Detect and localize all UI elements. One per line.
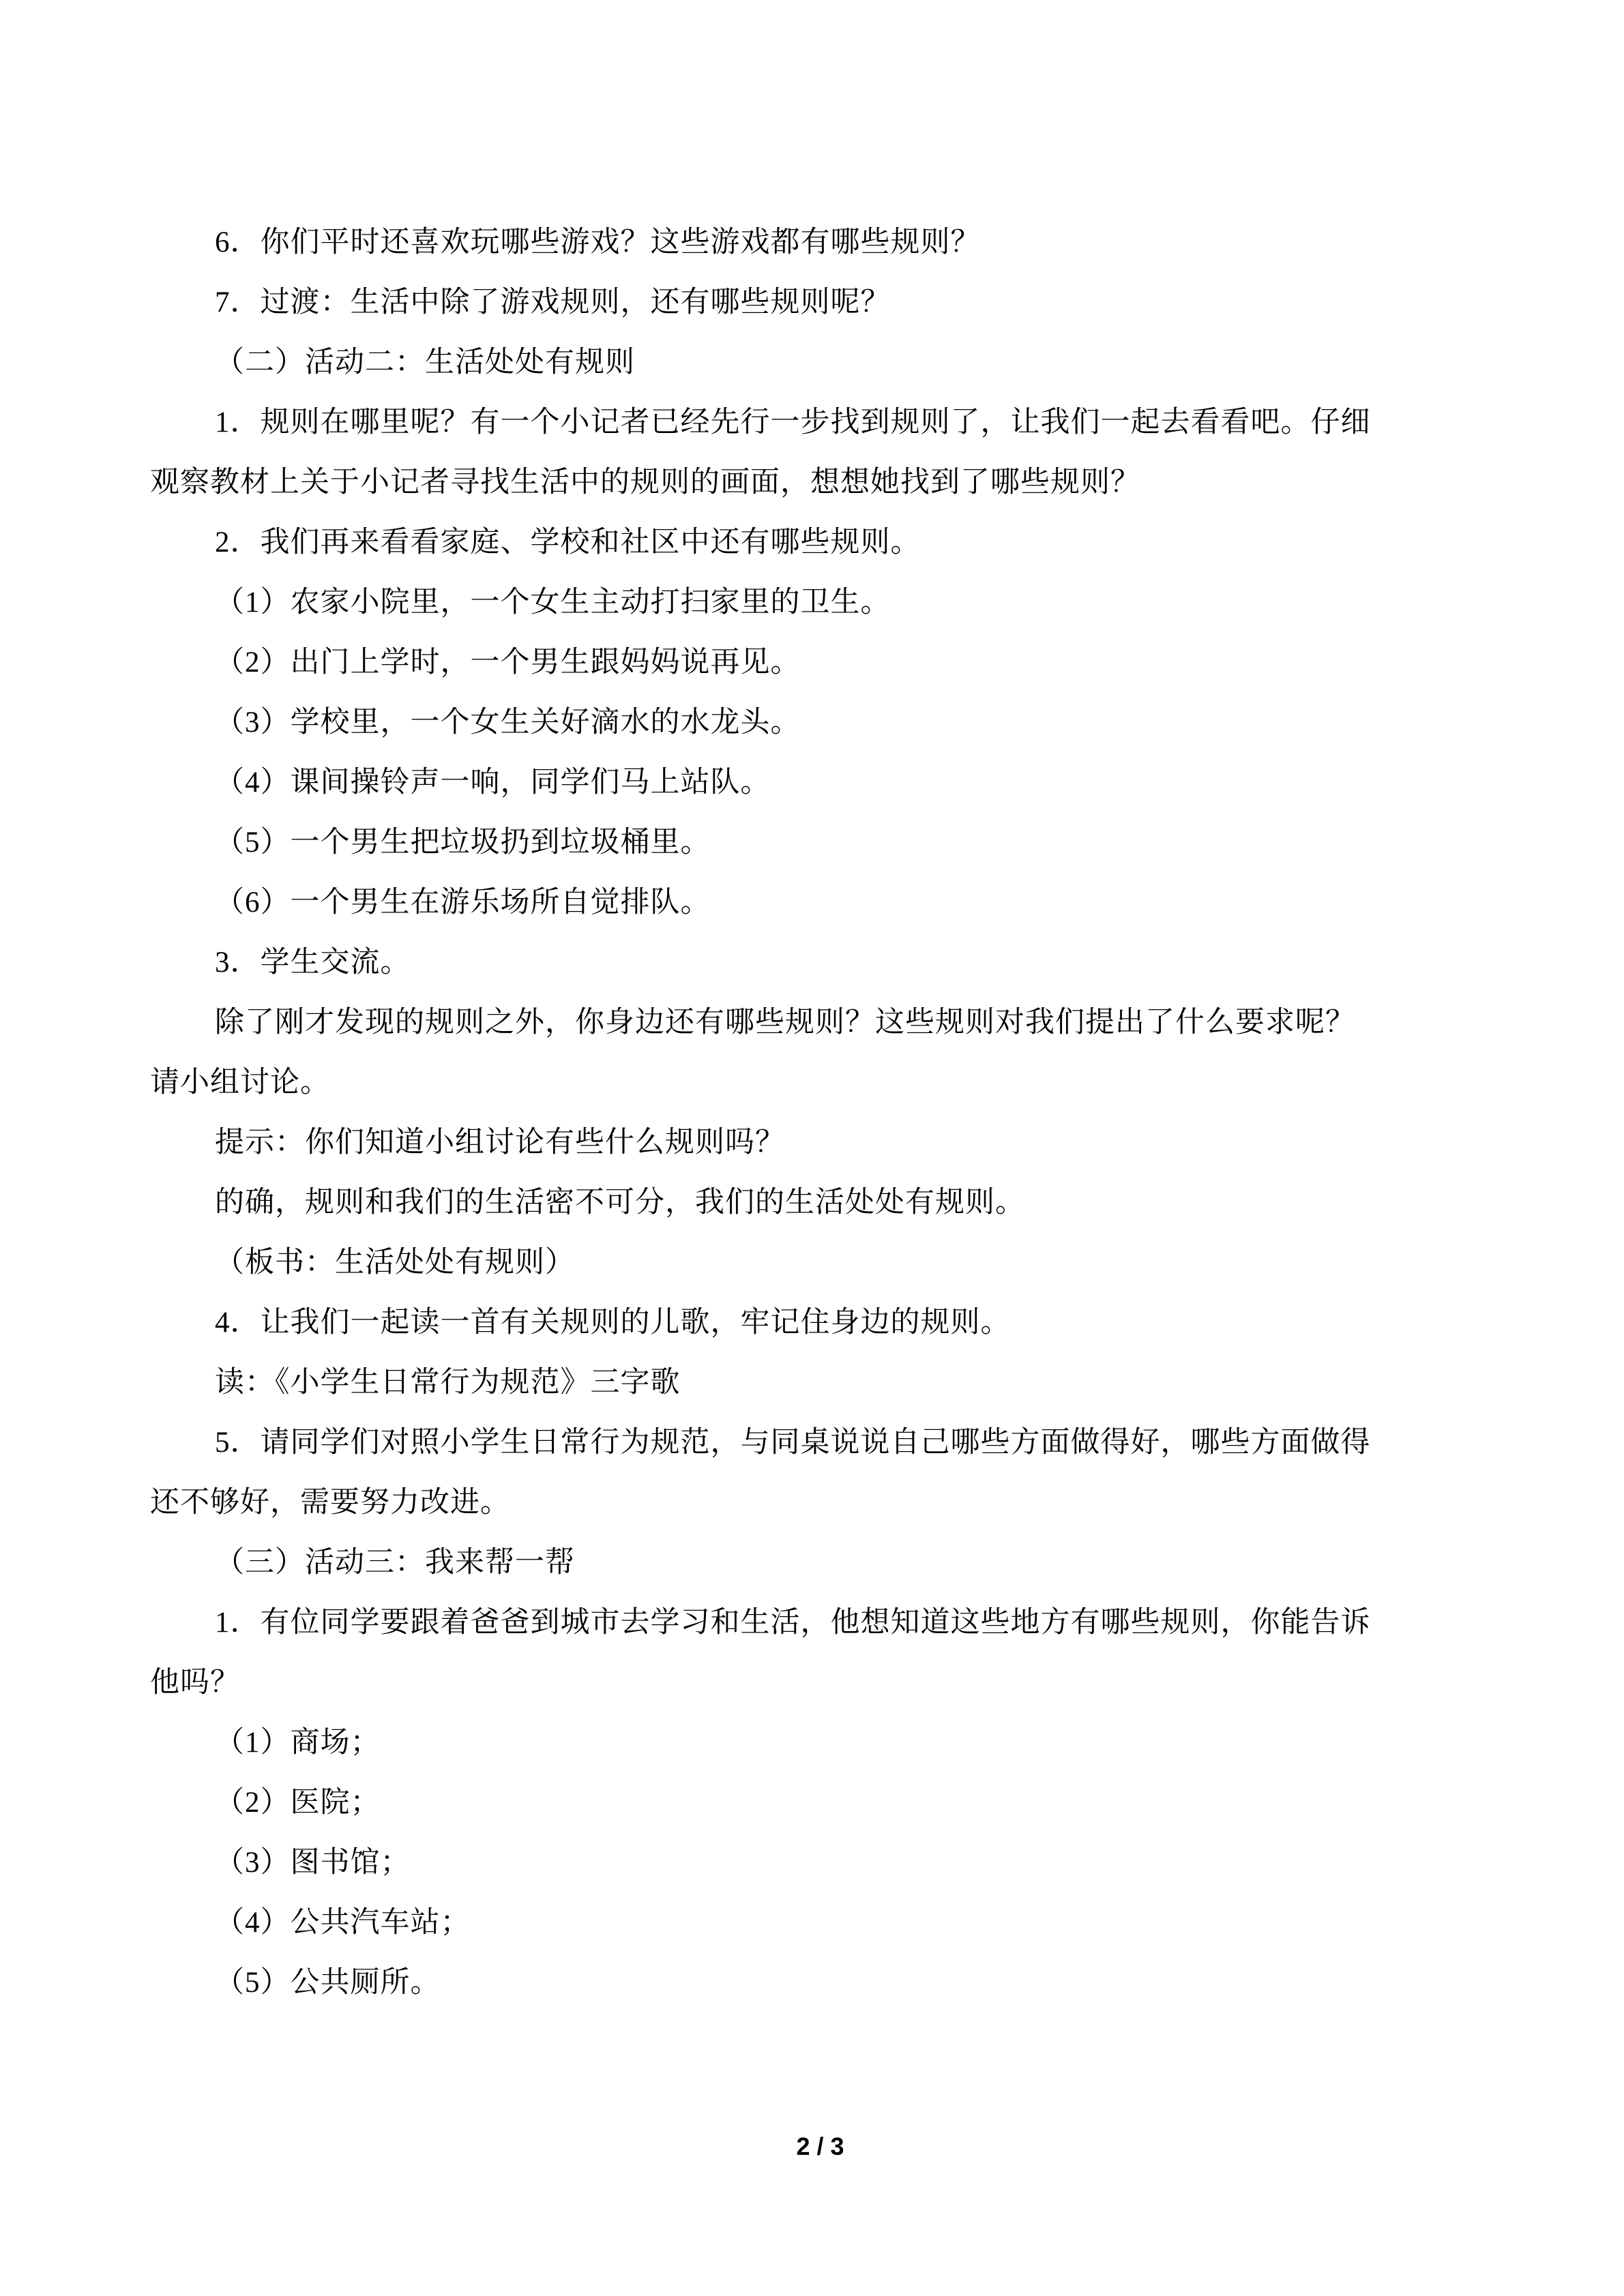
text-line: 3．学生交流。 [215,946,411,979]
list-item: （3）学校里，一个女生关好滴水的水龙头。 [215,706,801,739]
list-item: （2）医院； [215,1787,381,1819]
section-heading: （三）活动三：我来帮一帮 [215,1547,575,1579]
list-item: （6）一个男生在游乐场所自觉排队。 [215,886,711,919]
text-line: 他吗？ [150,1667,240,1699]
text-line: 除了刚才发现的规则之外，你身边还有哪些规则？这些规则对我们提出了什么要求呢？ [215,1007,1355,1039]
text-line: 7．过渡：生活中除了游戏规则，还有哪些规则呢？ [215,286,891,318]
list-item: （5）公共厕所。 [215,1967,441,1999]
text-line: 4．让我们一起读一首有关规则的儿歌，牢记住身边的规则。 [215,1307,1011,1339]
text-line: 的确，规则和我们的生活密不可分，我们的生活处处有规则。 [215,1187,1025,1219]
text-line: 5．请同学们对照小学生日常行为规范，与同桌说说自己哪些方面做得好，哪些方面做得 [215,1427,1371,1459]
list-item: （3）图书馆； [215,1847,411,1879]
text-line: 6．你们平时还喜欢玩哪些游戏？这些游戏都有哪些规则？ [215,226,981,258]
list-item: （5）一个男生把垃圾扔到垃圾桶里。 [215,826,711,859]
list-item: （2）出门上学时，一个男生跟妈妈说再见。 [215,646,801,679]
text-line: 观察教材上关于小记者寻找生活中的规则的画面，想想她找到了哪些规则？ [150,466,1140,498]
list-item: （4）课间操铃声一响，同学们马上站队。 [215,766,771,799]
section-heading: （二）活动二：生活处处有规则 [215,346,635,378]
text-line: 还不够好，需要努力改进。 [150,1487,510,1519]
text-line: 1．规则在哪里呢？有一个小记者已经先行一步找到规则了，让我们一起去看看吧。仔细 [215,406,1371,438]
text-line: 1．有位同学要跟着爸爸到城市去学习和生活，他想知道这些地方有哪些规则，你能告诉 [215,1607,1371,1639]
list-item: （1）农家小院里，一个女生主动打扫家里的卫生。 [215,586,891,618]
list-item: （1）商场； [215,1727,381,1759]
text-line: 读：《小学生日常行为规范》三字歌 [215,1367,681,1399]
page-footer [8,2133,1624,2160]
text-line: 2．我们再来看看家庭、学校和社区中还有哪些规则。 [215,526,921,558]
text-line: 提示：你们知道小组讨论有些什么规则吗？ [215,1127,785,1159]
text-line: （板书：生活处处有规则） [215,1247,575,1279]
text-line: 请小组讨论。 [150,1067,330,1099]
list-item: （4）公共汽车站； [215,1907,471,1939]
document-content [150,213,1473,2013]
page-number: 2 / 3 [796,2132,844,2160]
